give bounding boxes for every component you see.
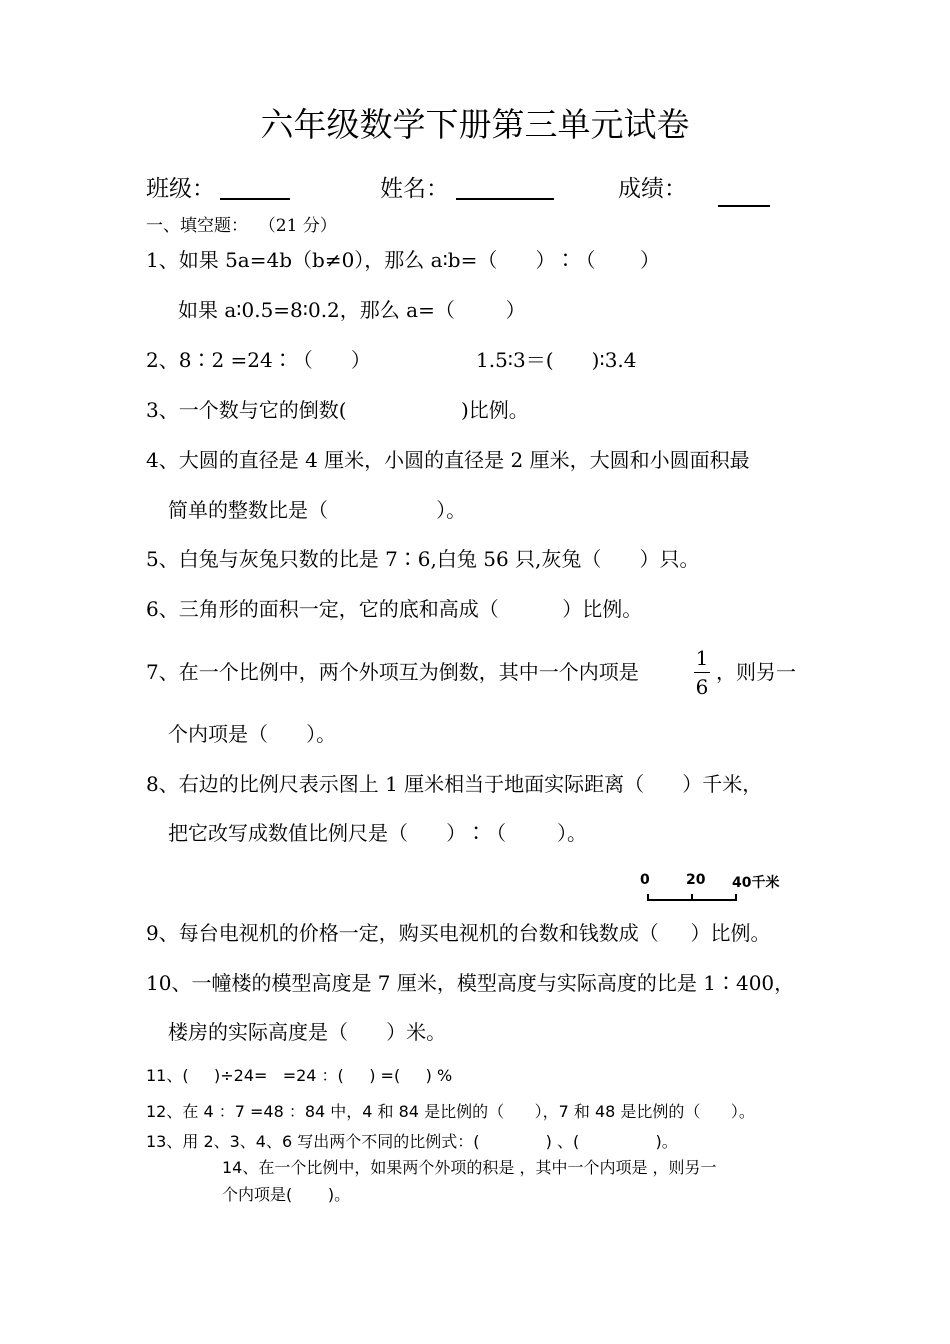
name-blank[interactable] xyxy=(456,198,554,200)
question-4b: 简单的整数比是（ ）。 xyxy=(168,498,467,522)
question-14b: 个内项是( )。 xyxy=(222,1185,351,1204)
question-14a: 14、在一个比例中，如果两个外项的积是 ，其中一个内项是 ，则另一 xyxy=(222,1158,717,1177)
question-7a: 7、在一个比例中，两个外项互为倒数，其中一个内项是 xyxy=(146,660,639,684)
class-label: 班级： xyxy=(146,176,215,202)
question-8a: 8、右边的比例尺表示图上 1 厘米相当于地面实际距离（ ）千米， xyxy=(146,772,763,796)
scale-label-20: 20 xyxy=(686,872,706,888)
scale-label-0: 0 xyxy=(640,872,650,888)
question-8b: 把它改写成数值比例尺是（ ）∶（ ）。 xyxy=(168,821,588,845)
question-6: 6、三角形的面积一定，它的底和高成（ ）比例。 xyxy=(146,597,643,621)
question-2b: 1.5∶3＝( )∶3.4 xyxy=(476,348,637,372)
question-10a: 10、一幢楼的模型高度是 7 厘米，模型高度与实际高度的比是 1∶400， xyxy=(146,971,795,995)
question-12: 12、在 4 ：7 =48 ：84 中，4 和 84 是比例的（ ），7 和 48 是比例的（ ）。 xyxy=(146,1102,755,1121)
question-3: 3、一个数与它的倒数( )比例。 xyxy=(146,398,529,422)
question-2a: 2、8∶2 =24∶（ ） xyxy=(146,348,371,372)
question-1a: 1、如果 5a=4b（b≠0），那么 a∶b=（ ）∶（ ） xyxy=(146,248,660,272)
fraction-bar xyxy=(694,672,710,673)
question-7a-tail: ，则另一 xyxy=(716,660,796,684)
question-13: 13、用 2、3、4、6 写出两个不同的比例式：( ) 、( )。 xyxy=(146,1132,678,1151)
score-blank[interactable] xyxy=(718,205,770,207)
fraction-one-sixth xyxy=(692,648,712,697)
question-1b: 如果 a∶0.5=8∶0.2，那么 a=（ ） xyxy=(178,298,526,322)
page-title: 六年级数学下册第三单元试卷 xyxy=(260,105,690,144)
section-heading: 一、填空题： （21 分） xyxy=(146,216,337,236)
score-label: 成绩： xyxy=(618,176,687,202)
scale-bar-line xyxy=(636,868,796,908)
question-11: 11、( )÷24= =24 ：( ) =( ) % xyxy=(146,1066,453,1085)
name-label: 姓名： xyxy=(380,176,449,202)
question-9: 9、每台电视机的价格一定，购买电视机的台数和钱数成（ ）比例。 xyxy=(146,921,771,945)
question-4a: 4、大圆的直径是 4 厘米，小圆的直径是 2 厘米，大圆和小圆面积最 xyxy=(146,448,750,472)
fraction-numerator: 1 xyxy=(695,646,709,670)
question-5: 5、白兔与灰兔只数的比是 7∶6,白兔 56 只,灰兔（ ）只。 xyxy=(146,547,700,571)
scale-label-40: 40千米 xyxy=(732,875,780,891)
question-10b: 楼房的实际高度是（ ）米。 xyxy=(168,1020,447,1044)
fraction-denominator: 6 xyxy=(695,675,709,699)
question-7b: 个内项是（ ）。 xyxy=(168,722,337,746)
scale-bar xyxy=(636,868,796,908)
class-blank[interactable] xyxy=(220,198,290,200)
